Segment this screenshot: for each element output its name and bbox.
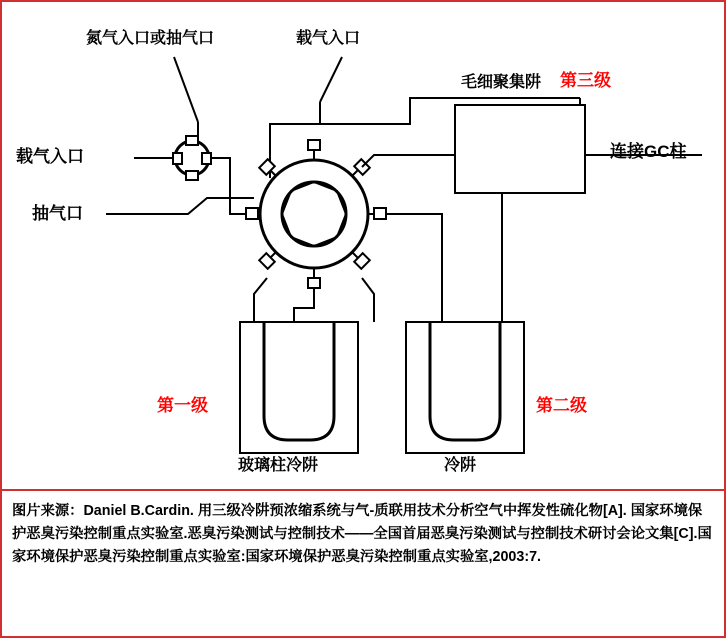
source-caption-text: 图片来源：Daniel B.Cardin. 用三级冷阱预浓缩系统与气-质联用技术分析空气中挥发性硫化物[A]. 国家环境保护恶臭污染控制重点实验室.恶臭污染测试与控制技术——全国首届恶臭污染测试与控制技术研讨会论文集[C].国家环境保护恶臭污染控制重点实验室:国家环境保护恶臭污染控制重点实验室,2003:7. [12, 503, 712, 566]
valve-left-port-icon [173, 153, 182, 164]
capillary-trap-feed-line [362, 155, 455, 167]
label-pump-outlet: 抽气口 [32, 204, 83, 223]
capillary-trap-box [455, 105, 585, 193]
label-carrier-gas-inlet-left: 载气入口 [16, 147, 84, 166]
diagram-svg [2, 2, 724, 489]
label-capillary-trap: 毛细聚集阱 [461, 74, 542, 91]
trap2-line-a [362, 278, 374, 322]
label-stage-one: 第一级 [157, 396, 208, 415]
valve-right-port-icon [202, 153, 211, 164]
valve-bottom-port-icon [186, 171, 198, 180]
rotary-valve-rotor [282, 182, 346, 246]
trap2-inlet-line [386, 214, 442, 322]
label-stage-two: 第二级 [536, 396, 587, 415]
pump-outlet-line [106, 198, 254, 214]
trap1-outlet-line [294, 288, 314, 322]
label-glass-cold-trap: 玻璃柱冷阱 [238, 457, 319, 474]
rotary-valve-outer-ring [260, 160, 368, 268]
carrier-gas-top-leader [320, 57, 342, 102]
trap1-inlet-line [254, 278, 267, 322]
valve-top-port-icon [186, 136, 198, 145]
nitrogen-inlet-leader [174, 57, 198, 122]
label-connect-gc-column: 连接GC柱 [610, 142, 687, 161]
valve-out-line [211, 158, 254, 214]
source-caption-box [2, 489, 724, 636]
label-cold-trap: 冷阱 [444, 457, 477, 474]
diagram-area [2, 2, 724, 489]
label-nitrogen-inlet: 氮气入口或抽气口 [86, 30, 215, 47]
rotary-valve-fittings [246, 140, 386, 288]
label-carrier-gas-inlet-top: 载气入口 [296, 30, 361, 47]
label-stage-three: 第三级 [560, 71, 611, 90]
stage-two-dewar [406, 322, 524, 453]
stage-one-dewar [240, 322, 358, 453]
